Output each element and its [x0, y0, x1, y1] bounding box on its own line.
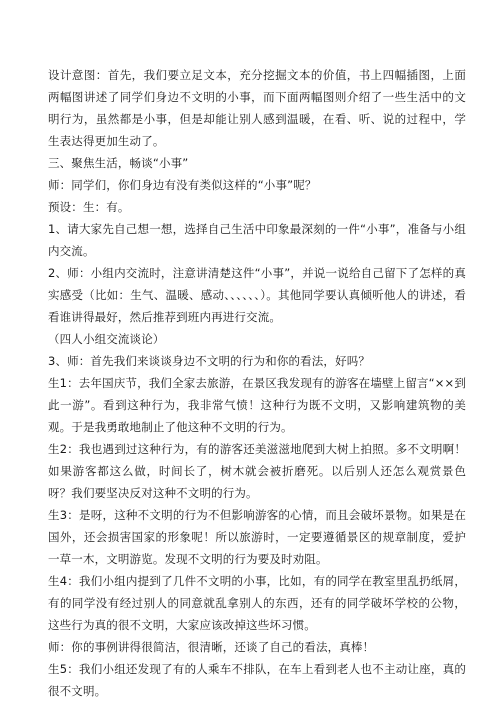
- student-4-paragraph: 生4：我们小组内提到了几件不文明的小事，比如，有的同学在教室里乱扔纸屑，有的同学没有经过别人的同意就乱拿别人的东西，还有的同学破坏学校的公物，这些行为真的很不文明，大家应该改掉这些坏习惯。: [48, 574, 466, 632]
- document-body: [48, 64, 466, 702]
- step-2-paragraph: 2、师：小组内交流时，注意讲清楚这件“小事”，并说一说给自己留下了怎样的真实感受（比如：生气、温暖、感动、、、、、、）。其他同学要认真倾听他人的讲述，看看谁讲得最好，然后推荐到班内再进行交流。: [48, 266, 466, 324]
- teacher-praise: 师：你的事例讲得很简洁，很清晰，还谈了自己的看法，真棒！: [48, 640, 375, 654]
- group-discussion-note: （四人小组交流谈论）: [48, 332, 165, 346]
- expected-answer: 预设：生：有。: [48, 200, 130, 214]
- student-2-paragraph: 生2：我也遇到过这种行为，有的游客还美滋滋地爬到大树上拍照。多不文明啊！如果游客都这么做，时间长了，树木就会被折磨死。以后别人还怎么观赏景色呀？我们要坚决反对这种不文明的行为。: [48, 442, 466, 500]
- student-3-paragraph: 生3：是呀，这种不文明的行为不但影响游客的心情，而且会破坏景物。如果是在国外，还会损害国家的形象呢！所以旅游时，一定要遵循景区的规章制度，爱护一草一木，文明游览。发现不文明的行为要及时劝阻。: [48, 508, 466, 566]
- section-heading: 三、聚焦生活，畅谈“小事”: [48, 156, 189, 170]
- student-5-paragraph: 生5：我们小组还发现了有的人乘车不排队，在车上看到老人也不主动让座，真的很不文明。: [48, 662, 466, 698]
- step-1-paragraph: 1、请大家先自己想一想，选择自己生活中印象最深刻的一件“小事”，准备与小组内交流。: [48, 222, 466, 258]
- design-intent-paragraph: 设计意图：首先，我们要立足文本，充分挖掘文本的价值，书上四幅插图，上面两幅图讲述了同学们身边不文明的小事，而下面两幅图则介绍了一些生活中的文明行为，虽然都是小事，但是却能让别人感到温暖，在看、听、说的过程中，学生表达得更加生动了。: [48, 68, 466, 148]
- teacher-question: 师：同学们，你们身边有没有类似这样的“小事”呢？: [48, 178, 317, 192]
- step-3-paragraph: 3、师：首先我们来谈谈身边不文明的行为和你的看法，好吗？: [48, 354, 371, 368]
- student-1-paragraph: 生1：去年国庆节，我们全家去旅游，在景区我发现有的游客在墙壁上留言“××到此一游”。看到这种行为，我非常气愤！这种行为既不文明，又影响建筑物的美观。于是我勇敢地制止了他这种不文明的行为。: [48, 376, 466, 434]
